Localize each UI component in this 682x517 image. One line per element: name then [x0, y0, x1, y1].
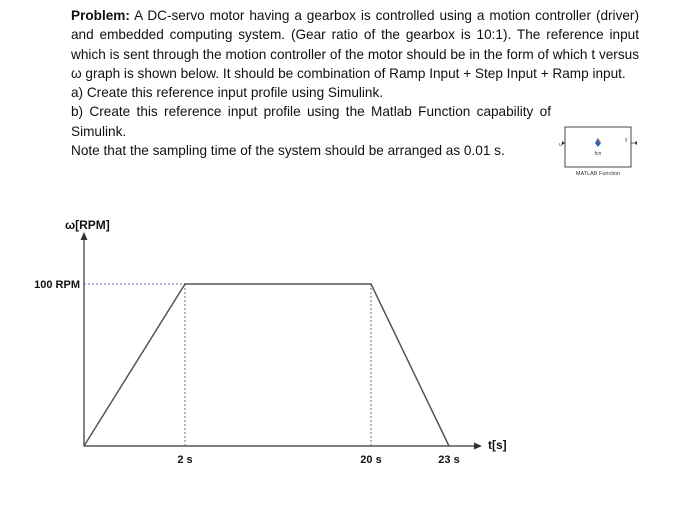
part-a: a) Create this reference input profile using Simulink. [71, 85, 384, 101]
input-port-arrow [562, 141, 565, 145]
block-caption: MATLAB Function [575, 171, 621, 177]
block-inner-label: fcn [594, 151, 602, 157]
profile-point-2 [370, 283, 372, 285]
part-b: b) Create this reference input profile using the Matlab Function capability of Simulink. [71, 104, 551, 139]
chart-axes [81, 232, 483, 450]
problem-intro [71, 6, 639, 83]
x-tick-label-3: 23 s [438, 454, 460, 466]
tick-labels [34, 279, 460, 466]
y-tick-label-1: 100 RPM [34, 279, 80, 291]
x-tick-label-2: 20 s [360, 454, 382, 466]
sampling-note: Note that the sampling time of the system should be arranged as 0.01 s. [71, 143, 505, 159]
x-axis-arrow [474, 443, 482, 450]
y-axis-label: ω[RPM] [65, 218, 110, 232]
velocity-profile-chart [0, 200, 682, 517]
matlab-function-block [559, 125, 639, 177]
x-axis-label: t[s] [488, 438, 507, 452]
output-port-arrow [634, 141, 637, 145]
profile-point-3 [448, 445, 450, 447]
input-port-label: u [559, 142, 562, 148]
output-port-label: y [625, 137, 628, 143]
x-tick-label-1: 2 s [177, 454, 193, 466]
velocity-profile-line [84, 284, 449, 446]
profile-point-1 [184, 283, 186, 285]
problem-lead: Problem: [71, 8, 130, 23]
series-line [83, 283, 450, 447]
guide-lines [84, 284, 371, 446]
problem-intro-text: A DC-servo motor having a gearbox is controlled using a motion controller (driver) and embedded computing system. (Gear ratio of the gearbox is 10:1). The reference input which is sent through the motion controller of the motor should be in the form of which t versus ω graph is shown below. It should be combination of Ramp Input + Step Input + Ramp input. [71, 8, 639, 81]
problem-statement [71, 6, 639, 160]
profile-point-0 [83, 445, 85, 447]
y-axis-arrow [81, 232, 88, 240]
